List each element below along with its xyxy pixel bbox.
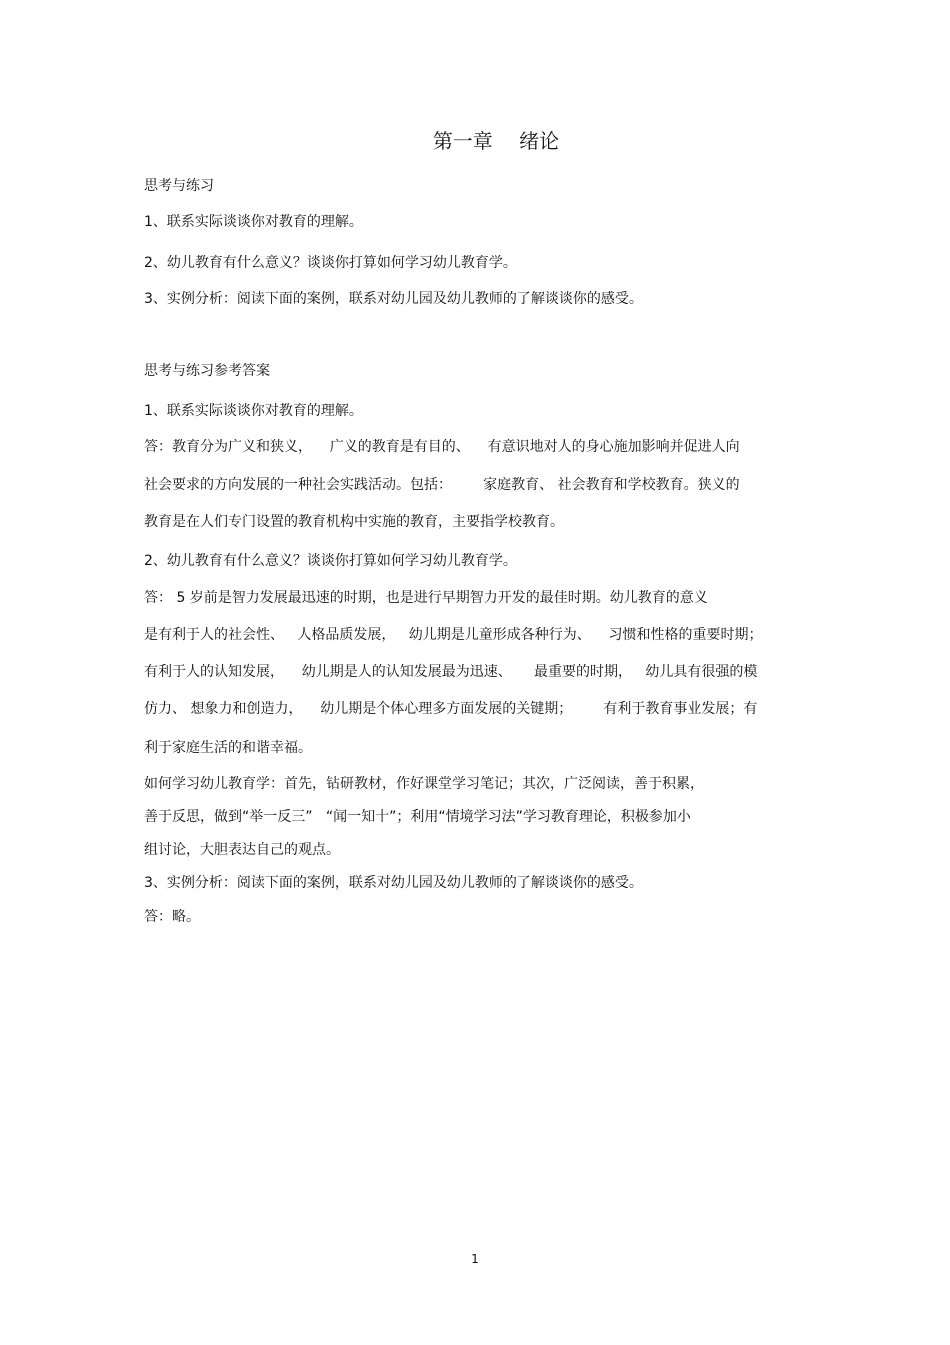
answer-line: 有利于人的认知发展， 幼儿期是人的认知发展最为迅速、 最重要的时期， 幼儿具有很强的模: [144, 664, 758, 680]
answer-line: 答： 5 岁前是智力发展最迅速的时期，也是进行早期智力开发的最佳时期。幼儿教育的意义: [144, 590, 708, 606]
answer-line: 3、实例分析：阅读下面的案例，联系对幼儿园及幼儿教师的了解谈谈你的感受。: [144, 875, 643, 891]
answer-line: 教育是在人们专门设置的教育机构中实施的教育，主要指学校教育。: [144, 514, 564, 530]
answer-line: 善于反思，做到“举一反三” “闻一知十”；利用“情境学习法”学习教育理论，积极参加小: [144, 809, 691, 825]
question-3: 3、实例分析：阅读下面的案例，联系对幼儿园及幼儿教师的了解谈谈你的感受。: [144, 291, 643, 307]
answer-line: 如何学习幼儿教育学：首先，钻研教材，作好课堂学习笔记；其次，广泛阅读，善于积累，: [144, 776, 704, 792]
answer-heading: 思考与练习参考答案: [144, 363, 270, 379]
question-1: 1、联系实际谈谈你对教育的理解。: [144, 214, 363, 230]
answer-line: 仿力、 想象力和创造力， 幼儿期是个体心理多方面发展的关键期； 有利于教育事业发展；有: [144, 701, 758, 717]
answer-line: 组讨论，大胆表达自己的观点。: [144, 842, 340, 858]
answer-line: 利于家庭生活的和谐幸福。: [144, 740, 312, 756]
answer-line: 答：教育分为广义和狭义， 广义的教育是有目的、 有意识地对人的身心施加影响并促进人向: [144, 439, 740, 455]
chapter-title: 第一章 绪论: [432, 129, 560, 153]
answer-line: 答：略。: [144, 909, 200, 925]
answer-line: 社会要求的方向发展的一种社会实践活动。包括： 家庭教育、 社会教育和学校教育。狭义的: [144, 477, 740, 493]
question-2: 2、幼儿教育有什么意义？谈谈你打算如何学习幼儿教育学。: [144, 255, 517, 271]
exercise-heading: 思考与练习: [144, 178, 214, 194]
page-number: 1: [471, 1252, 479, 1266]
answer-line: 1、联系实际谈谈你对教育的理解。: [144, 403, 363, 419]
answer-line: 是有利于人的社会性、 人格品质发展， 幼儿期是儿童形成各种行为、 习惯和性格的重要时期；: [144, 627, 763, 643]
answer-line: 2、幼儿教育有什么意义？谈谈你打算如何学习幼儿教育学。: [144, 553, 517, 569]
